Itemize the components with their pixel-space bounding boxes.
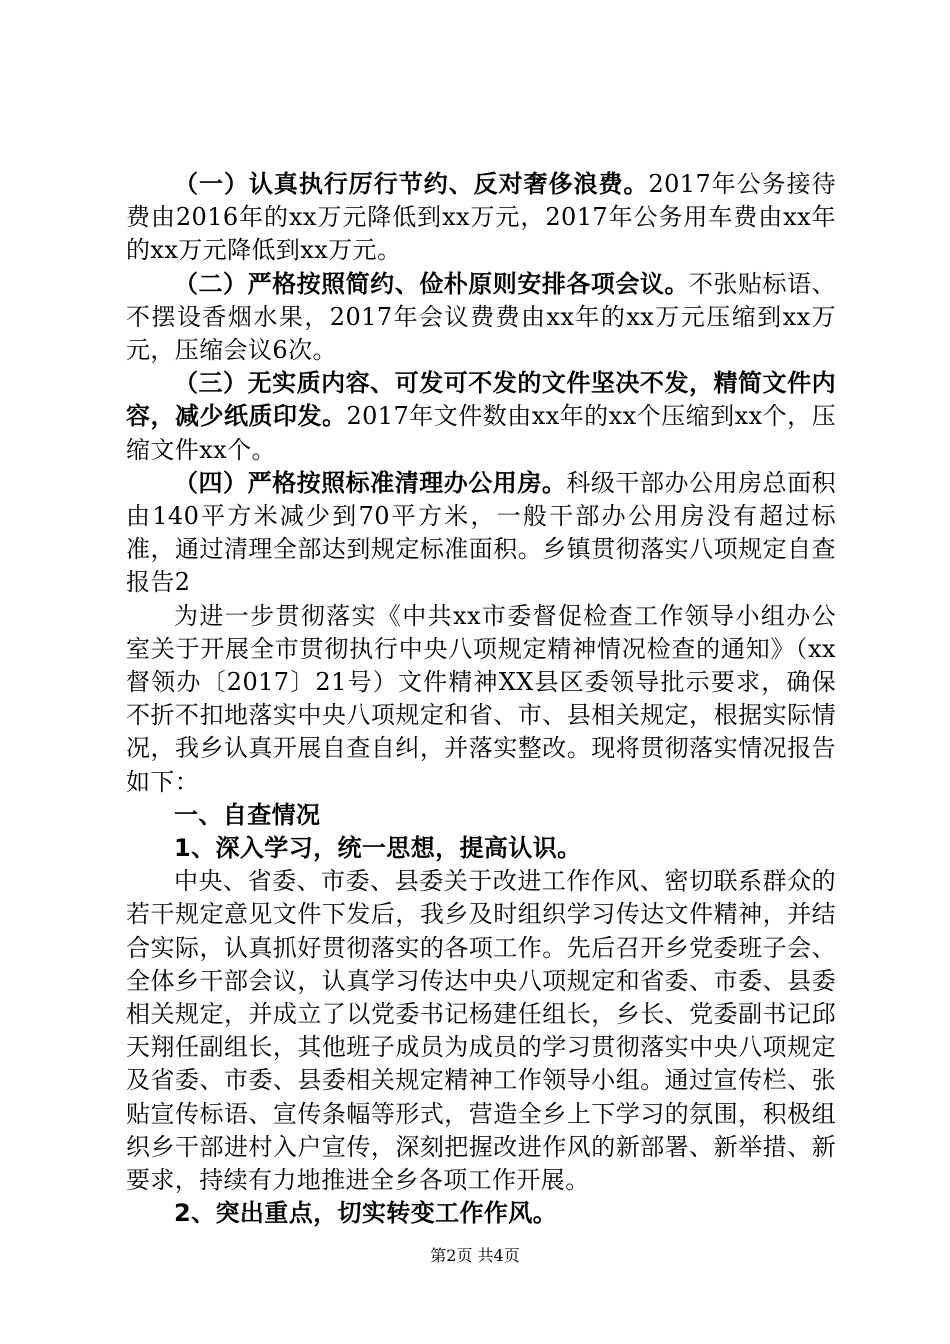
- paragraph-three-text: 2017年文件数由xx年的xx个压缩到xx个，压缩文件xx个。: [126, 402, 836, 464]
- document-body: [126, 168, 836, 1231]
- paragraph-two-lead: （二）严格按照简约、俭朴原则安排各项会议。: [174, 269, 689, 298]
- paragraph-three: [126, 367, 836, 467]
- paragraph-two-text: 不张贴标语、不摆设香烟水果，2017年会议费费由xx年的xx万元压缩到xx万元，压缩会议6次。: [126, 269, 836, 365]
- paragraph-three-lead: （三）无实质内容、可发可不发的文件坚决不发，精简文件内容，减少纸质印发。: [126, 369, 836, 431]
- paragraph-four-text: 科级干部办公用房总面积由140平方米减少到70平方米，一般干部办公用房没有超过标准，通过清理全部达到规定标准面积。乡镇贯彻落实八项规定自查报告2: [126, 468, 837, 597]
- subsection-heading-two: 2、突出重点，切实转变工作作风。: [174, 1199, 558, 1228]
- paragraph-four: [126, 467, 836, 600]
- paragraph-one: [126, 168, 836, 268]
- paragraph-four-lead: （四）严格按照标准清理办公用房。: [174, 468, 567, 497]
- paragraph-two: [126, 268, 836, 368]
- subsection-heading-one: 1、深入学习，统一思想，提高认识。: [174, 834, 582, 863]
- page-footer: 第2页 共4页: [430, 1246, 520, 1265]
- paragraph-one-text: 2017年公务接待费由2016年的xx万元降低到xx万元，2017年公务用车费由xx年的xx万元降低到xx万元。: [126, 170, 836, 265]
- paragraph-intro-text: 为进一步贯彻落实《中共xx市委督促检查工作领导小组办公室关于开展全市贯彻执行中央八项规定精神情况检查的通知》（xx督领办〔2017〕21号）文件精神XX县区委领导批示要求，确保不折不扣地落实中央八项规定和省、市、县相关规定，根据实际情况，我乡认真开展自查自纠，并落实整改。现将贯彻落实情况报告如下：: [126, 601, 836, 796]
- paragraph-intro: [126, 600, 836, 799]
- paragraph-one-lead: （一）认真执行厉行节约、反对奢侈浪费。: [174, 170, 649, 198]
- section-heading: 一、自查情况: [174, 800, 321, 829]
- body-paragraph: 中央、省委、市委、县委关于改进工作作风、密切联系群众的若干规定意见文件下发后，我乡及时组织学习传达文件精神，并结合实际，认真抓好贯彻落实的各项工作。先后召开乡党委班子会、全体乡干部会议，认真学习传达中央八项规定和省委、市委、县委相关规定，并成立了以党委书记杨建任组长，乡长、党委副书记邱天翔任副组长，其他班子成员为成员的学习贯彻落实中央八项规定及省委、市委、县委相关规定精神工作领导小组。通过宣传栏、张贴宣传标语、宣传条幅等形式，营造全乡上下学习的氛围，积极组织乡干部进村入户宣传，深刻把握改进作风的新部署、新举措、新要求，持续有力地推进全乡各项工作开展。: [126, 867, 836, 1195]
